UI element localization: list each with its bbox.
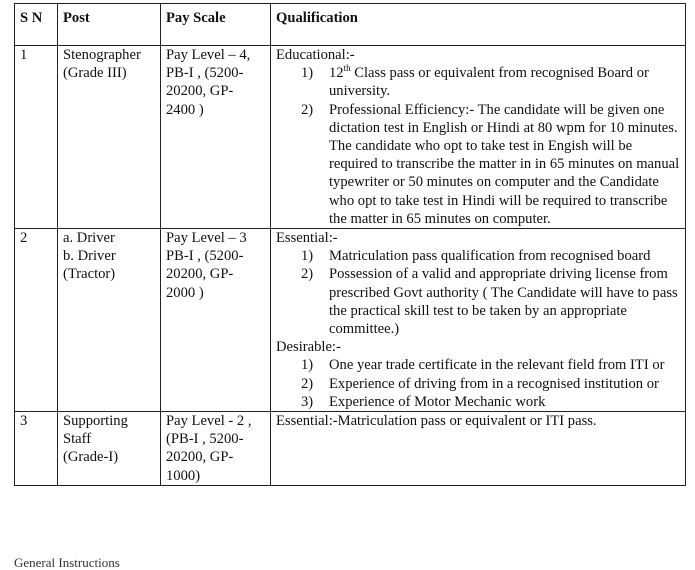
item-number: 2)	[301, 375, 314, 392]
item-text-before: 12	[329, 65, 344, 82]
pay-scale-cell	[161, 229, 271, 412]
post-line: (Grade-I)	[63, 449, 119, 466]
item-text: Experience of Motor Mechanic work	[329, 393, 546, 410]
list-item	[301, 356, 681, 374]
qualification-heading: Educational:-	[276, 47, 355, 63]
post-line: Staff	[63, 431, 92, 448]
table-header-row	[15, 4, 686, 46]
pay-line: Pay Level – 4,	[166, 47, 251, 63]
qualification-list	[276, 64, 681, 228]
qualification-cell: Essential:-Matriculation pass or equivalent or ITI pass.	[271, 412, 686, 486]
pay-line: 1000)	[166, 467, 201, 484]
item-text: One year trade certificate in the relevant field from ITI or	[329, 357, 665, 374]
item-text: Matriculation pass qualification from recognised board	[329, 248, 651, 265]
item-number: 2)	[301, 266, 314, 283]
item-number: 1)	[301, 65, 314, 82]
header-post: Post	[58, 4, 161, 46]
item-number: 3)	[301, 393, 314, 410]
pay-line: PB-I , (5200-	[166, 248, 244, 265]
list-item	[301, 265, 681, 338]
table-row	[15, 46, 686, 229]
post-cell	[58, 412, 161, 486]
header-pay-scale: Pay Scale	[161, 4, 271, 46]
sn-cell: 1	[15, 46, 58, 229]
essential-list	[276, 247, 681, 338]
sn-cell: 2	[15, 229, 58, 412]
post-cell	[58, 229, 161, 412]
desirable-list	[276, 356, 681, 411]
post-line: a. Driver	[63, 230, 115, 247]
footer-fragment: General Instructions	[14, 555, 120, 570]
post-line: Supporting	[63, 413, 128, 430]
list-item	[301, 64, 681, 100]
item-text: Professional Efficiency:- The candidate will be given one dictation test in English or Hindi at 80 wpm for 10 minutes. The candidate who opt to take test in Engish will be required to transcribe the matter in in 65 minutes on manual typewriter or 50 minutes on computer and the Candidate who opt to take test in Hindi will be required to transcribe the matter in 65 minutes on computer.	[329, 101, 680, 227]
pay-line: 20200, GP-	[166, 83, 234, 100]
post-line: (Grade III)	[63, 65, 127, 82]
list-item	[301, 375, 681, 393]
pay-line: 2000 )	[166, 284, 204, 301]
item-superscript: th	[343, 63, 351, 74]
post-line: Stenographer	[63, 47, 141, 63]
header-qualification: Qualification	[271, 4, 686, 46]
item-text: Possession of a valid and appropriate driving license from prescribed Govt authority ( The Candidate will have to pass the practical skill test to be taken by an appropriate committee.)	[329, 266, 678, 338]
pay-scale-cell	[161, 412, 271, 486]
item-number: 1)	[301, 248, 314, 265]
table-row	[15, 229, 686, 412]
recruitment-table	[14, 3, 686, 486]
post-line: (Tractor)	[63, 266, 116, 283]
desirable-heading: Desirable:-	[276, 339, 341, 356]
pay-line: Pay Level – 3	[166, 230, 247, 247]
essential-heading: Essential:-	[276, 230, 338, 247]
item-text: Experience of driving from in a recognised institution or	[329, 375, 659, 392]
table-row	[15, 412, 686, 486]
pay-scale-cell	[161, 46, 271, 229]
pay-line: 20200, GP-	[166, 266, 234, 283]
post-cell	[58, 46, 161, 229]
sn-cell: 3	[15, 412, 58, 486]
pay-line: 2400 )	[166, 101, 204, 118]
item-number: 1)	[301, 357, 314, 374]
pay-line: 20200, GP-	[166, 449, 234, 466]
post-line: b. Driver	[63, 248, 116, 265]
qualification-cell	[271, 229, 686, 412]
item-number: 2)	[301, 101, 314, 118]
item-text-after: Class pass or equivalent from recognised Board or university.	[329, 65, 649, 100]
pay-line: Pay Level - 2 ,	[166, 413, 252, 430]
pay-line: (PB-I , 5200-	[166, 431, 244, 448]
list-item	[301, 101, 681, 228]
qualification-cell	[271, 46, 686, 229]
header-sn: S N	[15, 4, 58, 46]
list-item	[301, 393, 681, 411]
list-item	[301, 247, 681, 265]
pay-line: PB-I , (5200-	[166, 65, 244, 82]
